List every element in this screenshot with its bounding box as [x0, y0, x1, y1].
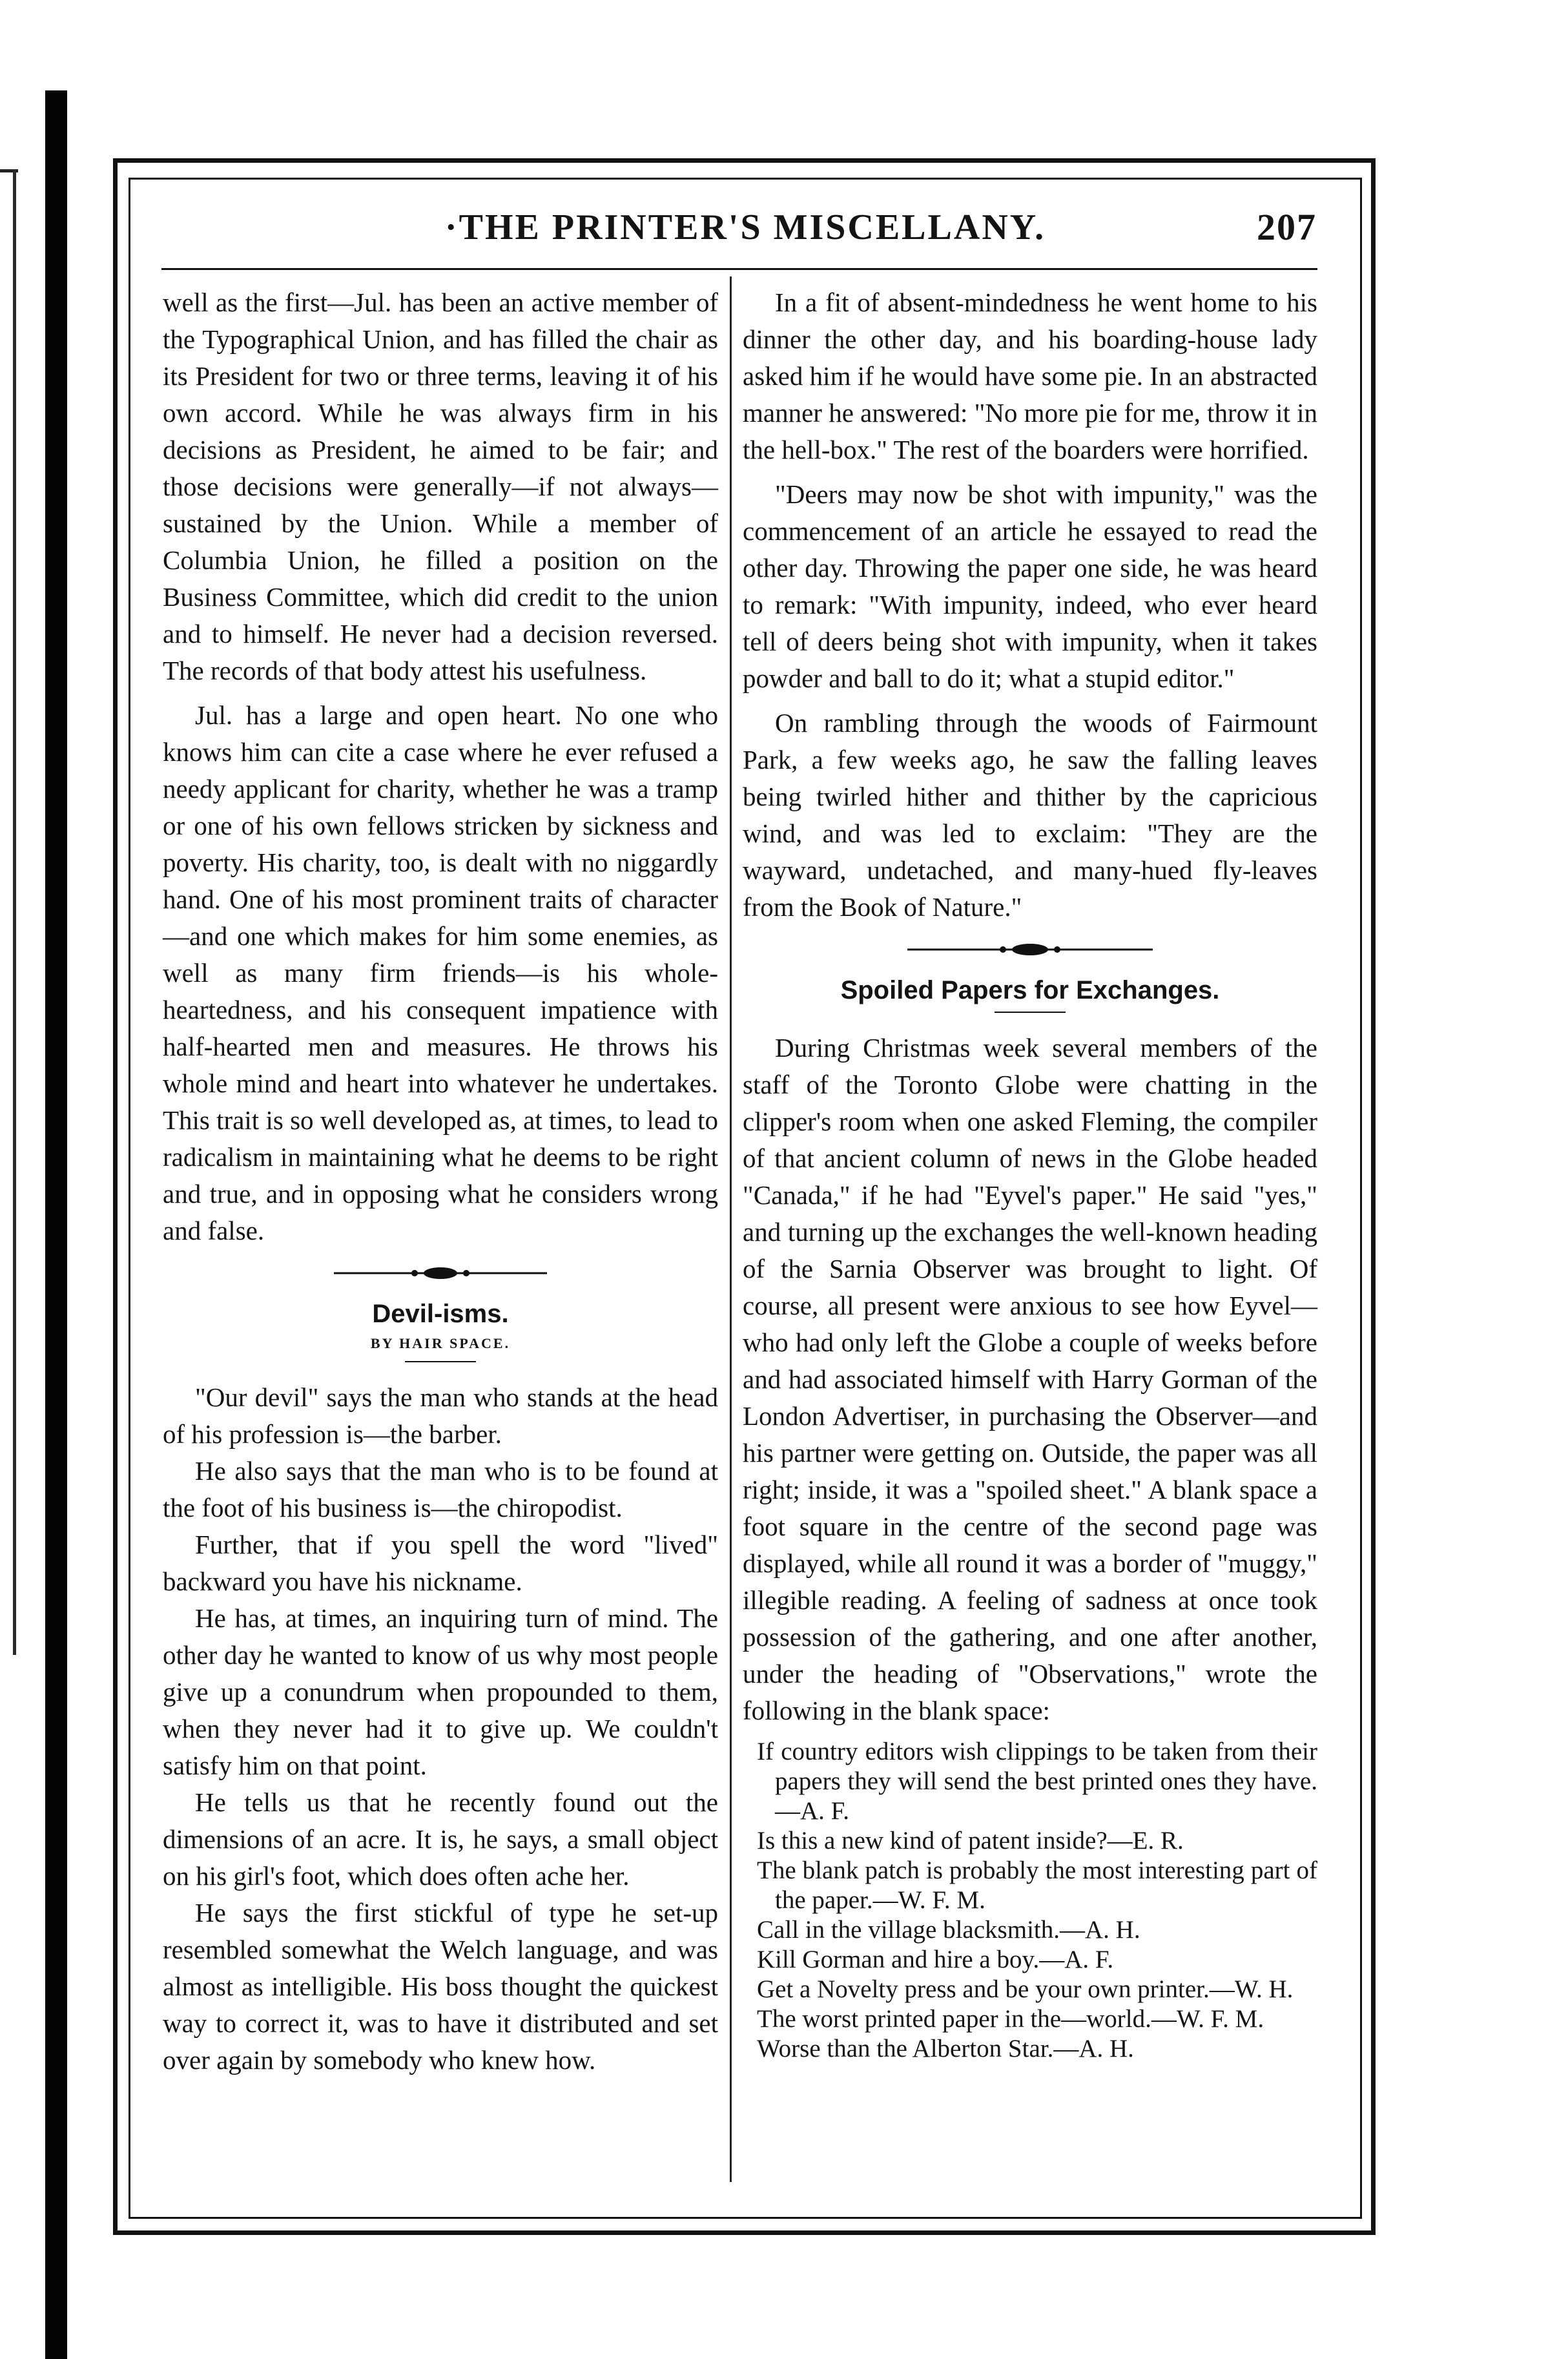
observation-note: If country editors wish clippings to be taken from their papers they will send the best printed ones they have.—A. F. — [757, 1738, 1317, 1825]
page-edge-line — [13, 169, 16, 1655]
observation-note: The blank patch is probably the most interesting part of the paper.—W. F. M. — [757, 1856, 1317, 1914]
paragraph: "Our devil" says the man who stands at the head of his profession is—the barber. — [163, 1382, 718, 1449]
observation-note: The worst printed paper in the—world.—W. F. M. — [757, 2005, 1264, 2033]
observation-note: Kill Gorman and hire a boy.—A. F. — [757, 1946, 1114, 1973]
ornament-divider-icon — [907, 940, 1153, 959]
running-header — [129, 194, 1362, 265]
paragraph: He also says that the man who is to be found at the foot of his business is—the chiropodist. — [163, 1456, 718, 1522]
right-column — [743, 284, 1317, 2064]
journal-title: ·THE PRINTER'S MISCELLANY. — [444, 207, 1046, 247]
paragraph: In a fit of absent-mindedness he went home to his dinner the other day, and his boarding-house lady asked him if he would have some pie. In an abstracted manner he answered: "No more pie for me, throw it in the hell-box." The rest of the boarders were horrified. — [743, 287, 1317, 464]
section-heading: Spoiled Papers for Exchanges. — [840, 976, 1220, 1004]
paragraph: He has, at times, an inquiring turn of mind. The other day he wanted to know of us why most people give up a conundrum when propounded to them, when they never had it to give up. We couldn't satisfy him on that point. — [163, 1603, 718, 1780]
paragraph: Jul. has a large and open heart. No one who knows him can cite a case where he ever refused a needy applicant for charity, whether he was a tramp or one of his own fellows stricken by sickness and poverty. His charity, too, is dealt with no niggardly hand. One of his most prominent traits of character—and one which makes for him some enemies, as well as many firm friends—is his whole-heartedness, and his consequent impatience with half-hearted men and measures. He throws his whole mind and heart into whatever he undertakes. This trait is so well developed as, at times, to lead to radicalism in maintaining what he deems to be right and true, and in opposing what he considers wrong and false. — [163, 700, 718, 1245]
observation-note: Get a Novelty press and be your own printer.—W. H. — [757, 1975, 1294, 2003]
paragraph: "Deers may now be shot with impunity," was the commencement of an article he essayed to read the other day. Throwing the paper one side, he was heard to remark: "With impunity, indeed, who ever heard tell of deers being shot with impunity, when it takes powder and ball to do it; what a stupid editor." — [743, 479, 1317, 693]
paragraph: During Christmas week several members of the staff of the Toronto Globe were chatting in the clipper's room when one asked Fleming, the compiler of that ancient column of news in the Globe headed "Canada," if he had "Eyvel's paper." He said "yes," and turning up the exchanges the well-known heading of the Sarnia Observer was brought to light. Of course, all present were anxious to see how Eyvel—who had only left the Globe a couple of weeks before and had associated himself with Harry Gorman of the London Advertiser, in purchasing the Observer—and his partner were getting on. Outside, the paper was all right; inside, it was a "spoiled sheet." A blank space a foot square in the centre of the second page was displayed, while all round it was a border of "muggy," illegible reading. A feeling of sadness at once took possession of the gathering, and one after another, under the heading of "Observations," wrote the following in the blank space: — [743, 1033, 1317, 1725]
observation-note: Worse than the Alberton Star.—A. H. — [757, 2035, 1134, 2063]
paragraph: Further, that if you spell the word "lived" backward you have his nickname. — [163, 1530, 718, 1596]
paragraph: well as the first—Jul. has been an active member of the Typographical Union, and has filled the chair as its President for two or three terms, leaving it of his own accord. While he was always firm in his decisions as President, he aimed to be fair; and those decisions were generally—if not always—sustained by the Union. While a member of Columbia Union, he filled a position on the Business Committee, which did credit to the union and to himself. He never had a decision reversed. The records of that body attest his usefulness. — [163, 287, 718, 685]
paragraph: He tells us that he recently found out the dimensions of an acre. It is, he says, a small object on his girl's foot, which does often ache her. — [163, 1787, 718, 1891]
paragraph: On rambling through the woods of Fairmount Park, a few weeks ago, he saw the falling leaves being twirled hither and thither by the capricious wind, and was led to exclaim: "They are the wayward, undetached, and many-hued fly-leaves from the Book of Nature." — [743, 708, 1317, 922]
ornament-divider-icon — [334, 1263, 547, 1283]
observation-note: Is this a new kind of patent inside?—E. R. — [757, 1827, 1184, 1855]
byline-rule — [405, 1361, 476, 1362]
paragraph: He says the first stickful of type he set-up resembled somewhat the Welch language, and was almost as intelligible. His boss thought the quickest way to correct it, was to have it distributed and set over again by somebody who knew how. — [163, 1898, 718, 2075]
observation-note: Call in the village blacksmith.—A. H. — [757, 1916, 1140, 1944]
header-rule — [161, 268, 1317, 270]
section-heading: Devil-isms. — [372, 1300, 509, 1328]
binding-shadow — [45, 90, 67, 2359]
page-number: 207 — [1257, 206, 1317, 248]
column-divider — [730, 276, 732, 2182]
byline: BY HAIR SPACE. — [370, 1335, 511, 1351]
left-column — [163, 284, 718, 2079]
heading-rule — [995, 1012, 1066, 1013]
